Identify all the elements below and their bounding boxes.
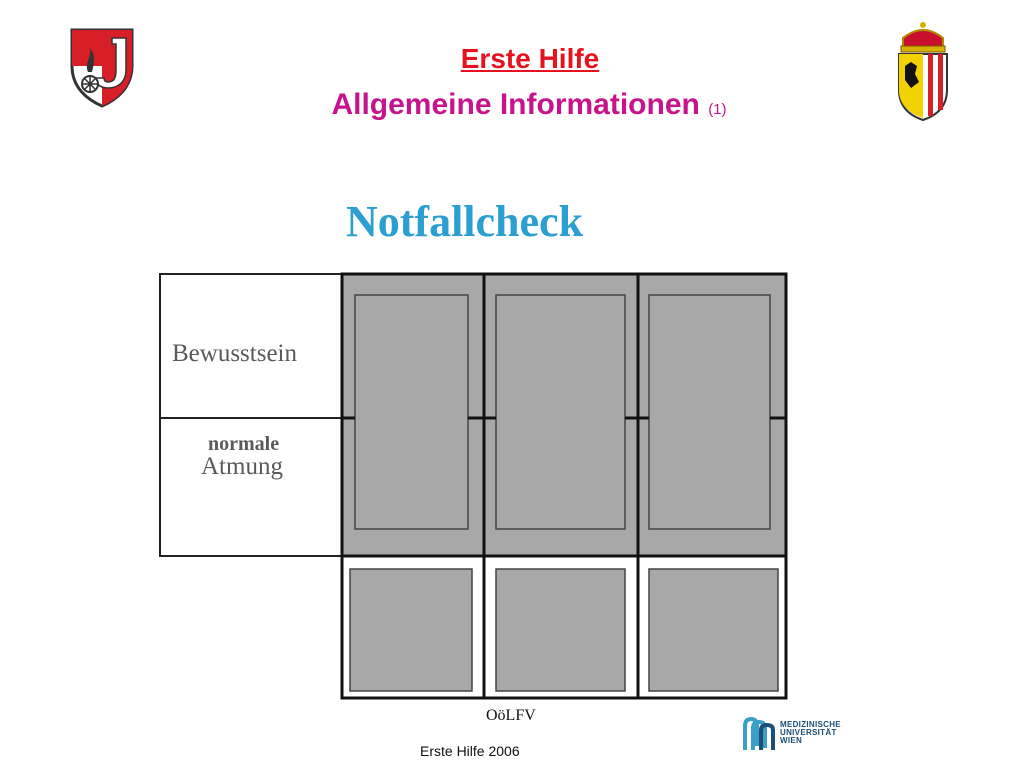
notfallcheck-grid	[156, 270, 792, 702]
meduni-line2: UNIVERSITÄT	[780, 728, 837, 737]
page-title: Erste Hilfe	[460, 43, 600, 74]
small-cell-1	[350, 569, 472, 691]
notfallcheck-heading: Notfallcheck	[346, 197, 584, 246]
row-label-normale: normale	[208, 433, 280, 455]
meduni-line3: WIEN	[780, 736, 803, 745]
meduni-line1: MEDIZINISCHE	[780, 720, 841, 729]
subtitle-text: Allgemeine Informationen	[331, 88, 700, 121]
meduni-wien-logo-icon	[742, 716, 778, 752]
small-cell-2	[496, 569, 625, 691]
footer-text: Erste Hilfe 2006	[420, 743, 520, 759]
row-label-atmung: Atmung	[201, 453, 283, 480]
tall-cell-3	[649, 295, 770, 529]
tall-cell-2	[496, 295, 625, 529]
page-subtitle	[0, 88, 1024, 122]
tall-cell-1	[355, 295, 468, 529]
row-label-bewusstsein: Bewusstsein	[172, 340, 297, 367]
subtitle-number: (1)	[708, 101, 727, 118]
organization-label: OöLFV	[486, 707, 536, 724]
small-cell-3	[649, 569, 778, 691]
meduni-wien-logo-text	[780, 721, 860, 745]
